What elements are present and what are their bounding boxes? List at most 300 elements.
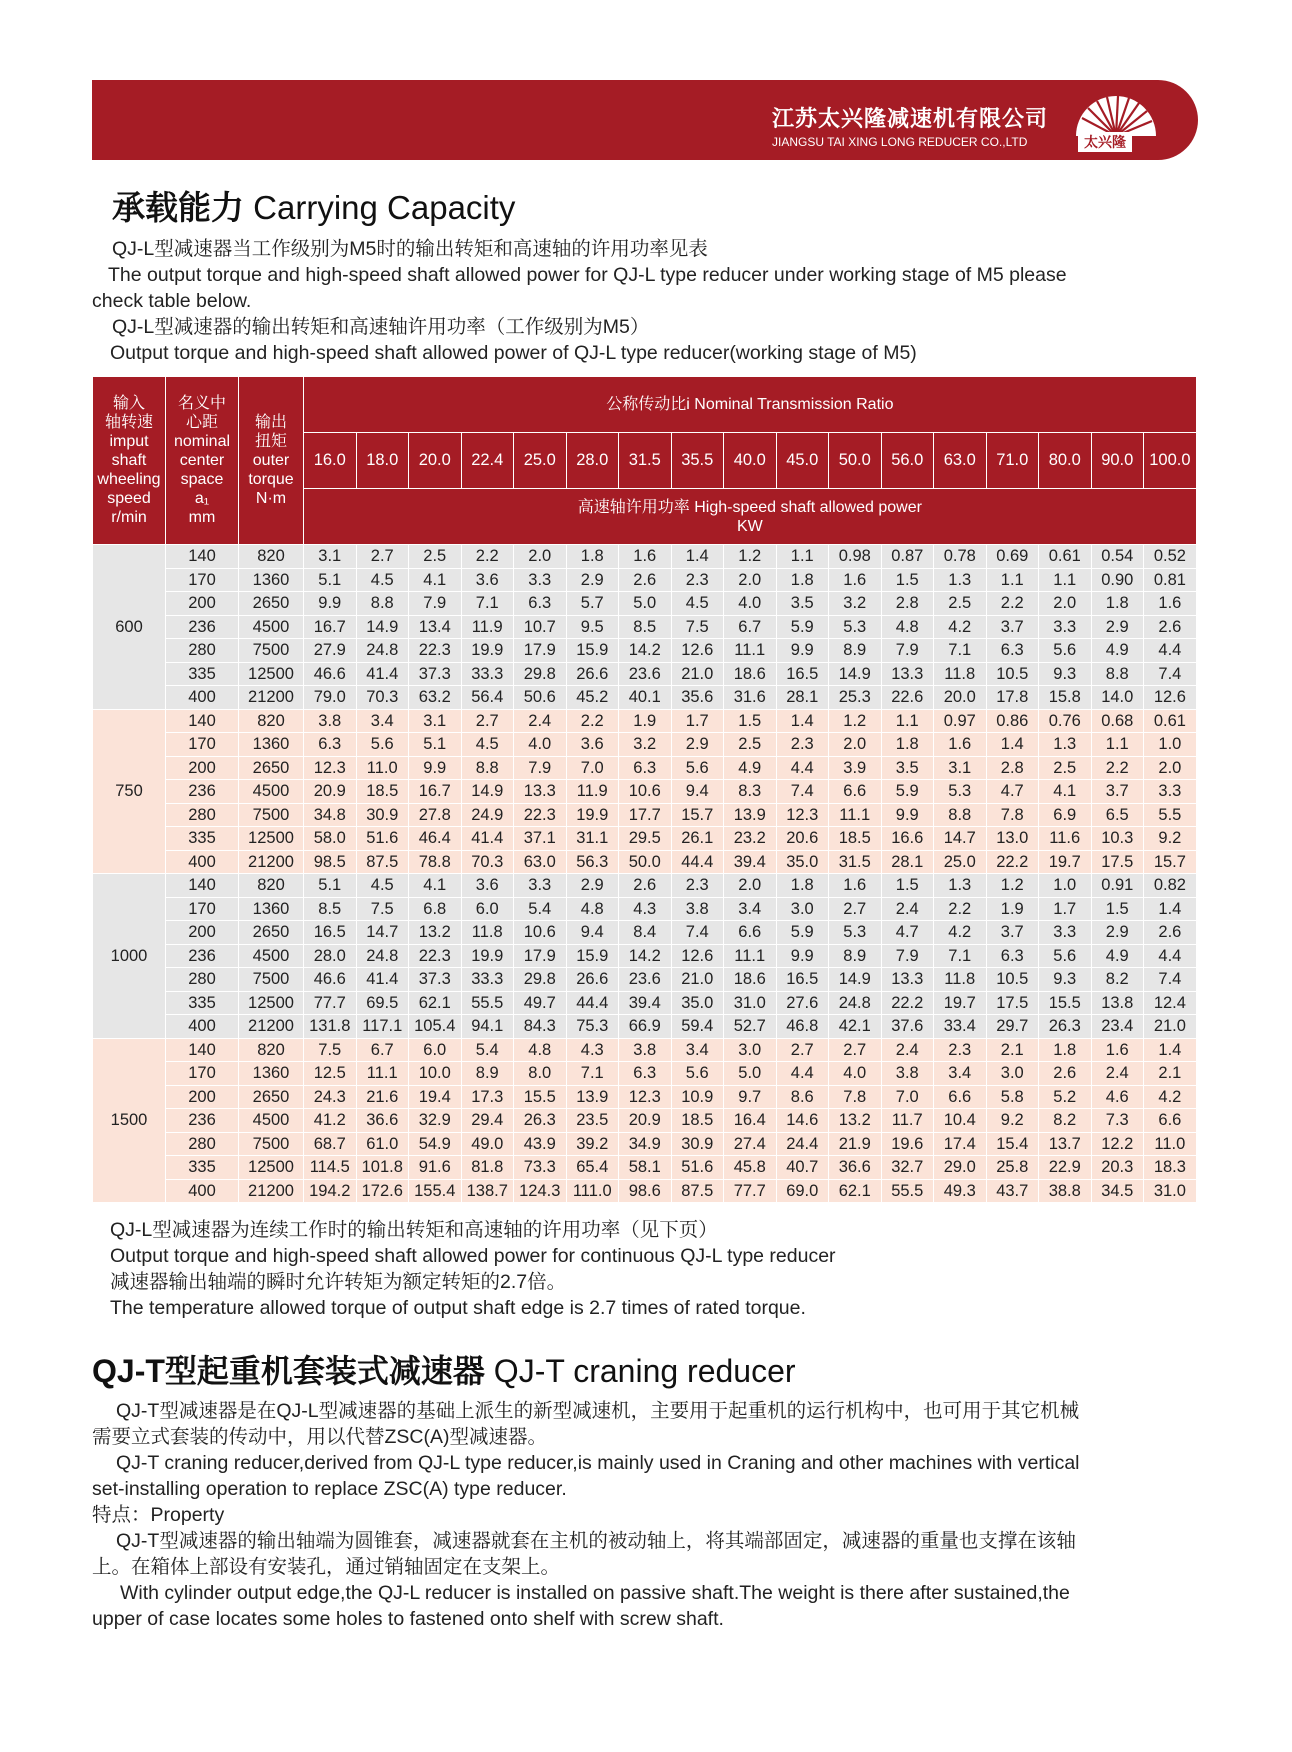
power-value-cell: 6.7	[356, 1038, 409, 1062]
power-value-cell: 4.9	[724, 756, 777, 780]
power-value-cell: 4.2	[1144, 1085, 1197, 1109]
power-value-cell: 6.3	[304, 733, 357, 757]
power-value-cell: 46.8	[776, 1015, 829, 1039]
power-value-cell: 1.1	[1039, 568, 1092, 592]
power-value-cell: 1.4	[671, 545, 724, 569]
header-input-speed-line: r/min	[111, 509, 147, 526]
power-value-cell: 8.0	[514, 1062, 567, 1086]
power-value-cell: 11.8	[934, 968, 987, 992]
power-value-cell: 105.4	[409, 1015, 462, 1039]
power-value-cell: 0.78	[934, 545, 987, 569]
output-torque-cell: 1360	[239, 568, 304, 592]
power-value-cell: 46.6	[304, 968, 357, 992]
note-1-cn: QJ-L型减速器为连续工作时的输出转矩和高速轴的许用功率（见下页）	[110, 1219, 718, 1241]
power-value-cell: 43.7	[986, 1179, 1039, 1203]
power-value-cell: 39.2	[566, 1132, 619, 1156]
power-value-cell: 24.3	[304, 1085, 357, 1109]
power-value-cell: 17.4	[934, 1132, 987, 1156]
output-torque-cell: 1360	[239, 1062, 304, 1086]
output-torque-cell: 12500	[239, 827, 304, 851]
table-row	[93, 615, 1197, 639]
power-value-cell: 31.0	[724, 991, 777, 1015]
power-value-cell: 45.2	[566, 686, 619, 710]
power-value-cell: 9.7	[724, 1085, 777, 1109]
power-value-cell: 18.6	[724, 968, 777, 992]
power-value-cell: 2.7	[829, 897, 882, 921]
power-value-cell: 20.9	[619, 1109, 672, 1133]
power-value-cell: 11.9	[566, 780, 619, 804]
power-value-cell: 5.0	[724, 1062, 777, 1086]
power-value-cell: 1.4	[986, 733, 1039, 757]
power-value-cell: 1.3	[934, 568, 987, 592]
table-row	[93, 1085, 1197, 1109]
power-value-cell: 4.0	[724, 592, 777, 616]
power-value-cell: 16.7	[304, 615, 357, 639]
table-row	[93, 1179, 1197, 1203]
header-output-torque-line: 扭矩	[254, 433, 287, 450]
power-value-cell: 4.7	[986, 780, 1039, 804]
power-value-cell: 31.0	[1144, 1179, 1197, 1203]
power-value-cell: 21.0	[1144, 1015, 1197, 1039]
power-value-cell: 2.9	[1091, 921, 1144, 945]
power-value-cell: 11.1	[356, 1062, 409, 1086]
ratio-header-cell: 80.0	[1039, 433, 1092, 489]
power-value-cell: 69.0	[776, 1179, 829, 1203]
power-value-cell: 41.4	[356, 662, 409, 686]
power-value-cell: 22.2	[881, 991, 934, 1015]
output-torque-cell: 1360	[239, 733, 304, 757]
power-value-cell: 155.4	[409, 1179, 462, 1203]
power-value-cell: 3.4	[356, 709, 409, 733]
power-value-cell: 35.0	[671, 991, 724, 1015]
power-value-cell: 44.4	[671, 850, 724, 874]
power-value-cell: 3.7	[1091, 780, 1144, 804]
power-value-cell: 1.4	[1144, 1038, 1197, 1062]
power-value-cell: 15.8	[1039, 686, 1092, 710]
power-value-cell: 4.0	[514, 733, 567, 757]
power-value-cell: 51.6	[671, 1156, 724, 1180]
header-center-distance-line: center	[179, 452, 225, 469]
output-torque-cell: 4500	[239, 615, 304, 639]
power-value-cell: 20.3	[1091, 1156, 1144, 1180]
power-value-cell: 63.2	[409, 686, 462, 710]
power-value-cell: 3.0	[724, 1038, 777, 1062]
power-value-cell: 5.6	[1039, 639, 1092, 663]
power-value-cell: 9.2	[1144, 827, 1197, 851]
table-row	[93, 568, 1197, 592]
power-value-cell: 8.5	[619, 615, 672, 639]
power-value-cell: 15.9	[566, 944, 619, 968]
power-value-cell: 13.0	[986, 827, 1039, 851]
power-value-cell: 13.3	[881, 968, 934, 992]
power-value-cell: 34.5	[1091, 1179, 1144, 1203]
power-value-cell: 9.9	[776, 944, 829, 968]
power-value-cell: 6.3	[619, 1062, 672, 1086]
power-value-cell: 27.8	[409, 803, 462, 827]
power-value-cell: 3.0	[986, 1062, 1039, 1086]
power-value-cell: 6.3	[986, 639, 1039, 663]
power-value-cell: 26.3	[514, 1109, 567, 1133]
power-value-cell: 2.0	[1039, 592, 1092, 616]
header-output-torque-line: outer	[252, 452, 290, 469]
power-value-cell: 1.1	[1091, 733, 1144, 757]
power-value-cell: 13.4	[409, 615, 462, 639]
table-row	[93, 733, 1197, 757]
power-value-cell: 2.3	[776, 733, 829, 757]
power-value-cell: 10.9	[671, 1085, 724, 1109]
power-value-cell: 98.5	[304, 850, 357, 874]
power-value-cell: 39.4	[619, 991, 672, 1015]
power-value-cell: 3.3	[1144, 780, 1197, 804]
power-value-cell: 1.6	[1144, 592, 1197, 616]
power-value-cell: 0.61	[1039, 545, 1092, 569]
power-value-cell: 131.8	[304, 1015, 357, 1039]
power-value-cell: 22.3	[514, 803, 567, 827]
capacity-table-wrapper	[92, 376, 1196, 1203]
company-logo	[1068, 88, 1164, 154]
header-center-distance	[166, 377, 239, 545]
power-value-cell: 21.0	[671, 662, 724, 686]
power-value-cell: 0.76	[1039, 709, 1092, 733]
power-value-cell: 2.9	[566, 568, 619, 592]
output-torque-cell: 7500	[239, 968, 304, 992]
table-row	[93, 709, 1197, 733]
ratio-header-cell: 56.0	[881, 433, 934, 489]
power-value-cell: 0.97	[934, 709, 987, 733]
power-value-cell: 6.9	[1039, 803, 1092, 827]
power-value-cell: 3.3	[1039, 615, 1092, 639]
center-distance-cell: 335	[166, 662, 239, 686]
power-value-cell: 1.6	[1091, 1038, 1144, 1062]
power-value-cell: 7.0	[881, 1085, 934, 1109]
power-value-cell: 70.3	[356, 686, 409, 710]
power-value-cell: 1.8	[881, 733, 934, 757]
power-value-cell: 11.8	[461, 921, 514, 945]
power-value-cell: 11.6	[1039, 827, 1092, 851]
power-value-cell: 27.4	[724, 1132, 777, 1156]
power-value-cell: 7.5	[356, 897, 409, 921]
power-value-cell: 58.1	[619, 1156, 672, 1180]
power-value-cell: 8.2	[1039, 1109, 1092, 1133]
power-value-cell: 54.9	[409, 1132, 462, 1156]
table-caption-cn: QJ-L型减速器的输出转矩和高速轴许用功率（工作级别为M5）	[112, 316, 650, 338]
power-value-cell: 2.9	[1091, 615, 1144, 639]
power-value-cell: 5.3	[829, 921, 882, 945]
power-value-cell: 55.5	[461, 991, 514, 1015]
header-banner	[92, 80, 1198, 160]
power-value-cell: 13.8	[1091, 991, 1144, 1015]
output-torque-cell: 820	[239, 1038, 304, 1062]
power-value-cell: 58.0	[304, 827, 357, 851]
power-value-cell: 46.4	[409, 827, 462, 851]
power-value-cell: 2.5	[724, 733, 777, 757]
center-distance-cell: 140	[166, 874, 239, 898]
center-distance-cell: 280	[166, 1132, 239, 1156]
power-value-cell: 1.2	[829, 709, 882, 733]
power-value-cell: 2.0	[1144, 756, 1197, 780]
center-distance-cell: 140	[166, 1038, 239, 1062]
power-value-cell: 5.0	[619, 592, 672, 616]
power-value-cell: 2.2	[461, 545, 514, 569]
power-value-cell: 39.4	[724, 850, 777, 874]
header-input-speed-line: imput	[109, 433, 149, 450]
power-value-cell: 3.4	[724, 897, 777, 921]
center-distance-cell: 236	[166, 1109, 239, 1133]
power-value-cell: 41.2	[304, 1109, 357, 1133]
power-value-cell: 8.8	[1091, 662, 1144, 686]
note-2-en: The temperature allowed torque of output shaft edge is 2.7 times of rated torque.	[110, 1297, 806, 1319]
power-value-cell: 2.4	[1091, 1062, 1144, 1086]
power-value-cell: 70.3	[461, 850, 514, 874]
power-value-cell: 7.9	[514, 756, 567, 780]
power-value-cell: 9.9	[881, 803, 934, 827]
power-value-cell: 26.6	[566, 662, 619, 686]
power-value-cell: 2.1	[986, 1038, 1039, 1062]
power-value-cell: 56.3	[566, 850, 619, 874]
power-value-cell: 2.8	[986, 756, 1039, 780]
power-value-cell: 65.4	[566, 1156, 619, 1180]
power-value-cell: 2.0	[829, 733, 882, 757]
power-value-cell: 25.3	[829, 686, 882, 710]
ratio-header-cell: 28.0	[566, 433, 619, 489]
output-torque-cell: 2650	[239, 592, 304, 616]
power-value-cell: 4.1	[409, 874, 462, 898]
power-value-cell: 23.2	[724, 827, 777, 851]
output-torque-cell: 820	[239, 709, 304, 733]
power-value-cell: 17.9	[514, 639, 567, 663]
output-torque-cell: 4500	[239, 944, 304, 968]
company-name	[772, 102, 1048, 149]
power-value-cell: 20.9	[304, 780, 357, 804]
power-value-cell: 4.6	[1091, 1085, 1144, 1109]
power-value-cell: 25.8	[986, 1156, 1039, 1180]
section2-title	[92, 1346, 796, 1392]
power-value-cell: 4.8	[514, 1038, 567, 1062]
power-value-cell: 3.4	[671, 1038, 724, 1062]
power-value-cell: 2.2	[1091, 756, 1144, 780]
power-value-cell: 138.7	[461, 1179, 514, 1203]
table-row	[93, 968, 1197, 992]
ratio-header-cell: 18.0	[356, 433, 409, 489]
power-value-cell: 0.87	[881, 545, 934, 569]
power-value-cell: 0.91	[1091, 874, 1144, 898]
power-value-cell: 0.82	[1144, 874, 1197, 898]
note-2-cn: 减速器输出轴端的瞬时允许转矩为额定转矩的2.7倍。	[110, 1271, 567, 1293]
power-value-cell: 1.3	[1039, 733, 1092, 757]
power-value-cell: 6.6	[829, 780, 882, 804]
power-value-cell: 114.5	[304, 1156, 357, 1180]
output-torque-cell: 21200	[239, 850, 304, 874]
power-value-cell: 77.7	[304, 991, 357, 1015]
power-value-cell: 10.0	[409, 1062, 462, 1086]
power-value-cell: 24.8	[356, 639, 409, 663]
power-value-cell: 9.3	[1039, 662, 1092, 686]
ratio-header-cell: 16.0	[304, 433, 357, 489]
power-value-cell: 1.4	[776, 709, 829, 733]
power-value-cell: 8.3	[724, 780, 777, 804]
center-distance-cell: 335	[166, 1156, 239, 1180]
power-value-cell: 7.1	[934, 944, 987, 968]
power-value-cell: 12.4	[1144, 991, 1197, 1015]
power-value-cell: 10.5	[986, 662, 1039, 686]
output-torque-cell: 7500	[239, 803, 304, 827]
power-value-cell: 13.2	[829, 1109, 882, 1133]
power-value-cell: 18.6	[724, 662, 777, 686]
capacity-table	[92, 376, 1197, 1203]
power-value-cell: 1.3	[934, 874, 987, 898]
para1-en-1: QJ-T craning reducer,derived from QJ-L type reducer,is mainly used in Craning and other machines with vertical	[116, 1452, 1080, 1474]
power-value-cell: 7.3	[1091, 1109, 1144, 1133]
power-value-cell: 3.1	[934, 756, 987, 780]
intro-en-2: check table below.	[92, 290, 252, 312]
power-value-cell: 19.6	[881, 1132, 934, 1156]
power-value-cell: 5.7	[566, 592, 619, 616]
power-value-cell: 3.3	[514, 874, 567, 898]
table-row	[93, 850, 1197, 874]
power-value-cell: 8.8	[461, 756, 514, 780]
power-value-cell: 1.5	[881, 874, 934, 898]
power-value-cell: 2.9	[566, 874, 619, 898]
power-value-cell: 14.9	[829, 968, 882, 992]
intro-en-1: The output torque and high-speed shaft allowed power for QJ-L type reducer under working stage of M5 please	[108, 264, 1067, 286]
power-value-cell: 1.6	[934, 733, 987, 757]
power-value-cell: 5.8	[986, 1085, 1039, 1109]
center-distance-cell: 200	[166, 592, 239, 616]
power-value-cell: 8.6	[776, 1085, 829, 1109]
power-value-cell: 2.8	[881, 592, 934, 616]
output-torque-cell: 2650	[239, 756, 304, 780]
power-value-cell: 78.8	[409, 850, 462, 874]
ratio-header-cell: 45.0	[776, 433, 829, 489]
power-value-cell: 66.9	[619, 1015, 672, 1039]
center-distance-cell: 200	[166, 1085, 239, 1109]
power-value-cell: 94.1	[461, 1015, 514, 1039]
ratio-header-cell: 100.0	[1144, 433, 1197, 489]
output-torque-cell: 820	[239, 545, 304, 569]
power-value-cell: 23.6	[619, 968, 672, 992]
power-value-cell: 16.4	[724, 1109, 777, 1133]
power-value-cell: 5.4	[461, 1038, 514, 1062]
power-value-cell: 23.6	[619, 662, 672, 686]
power-value-cell: 4.5	[356, 874, 409, 898]
power-value-cell: 8.8	[356, 592, 409, 616]
power-value-cell: 16.5	[776, 662, 829, 686]
power-value-cell: 1.8	[776, 568, 829, 592]
power-value-cell: 4.4	[776, 1062, 829, 1086]
table-row	[93, 827, 1197, 851]
power-value-cell: 68.7	[304, 1132, 357, 1156]
note-1-en: Output torque and high-speed shaft allowed power for continuous QJ-L type reducer	[110, 1245, 836, 1267]
power-value-cell: 5.3	[829, 615, 882, 639]
power-value-cell: 3.2	[619, 733, 672, 757]
output-torque-cell: 21200	[239, 686, 304, 710]
power-value-cell: 2.3	[934, 1038, 987, 1062]
power-value-cell: 30.9	[671, 1132, 724, 1156]
power-value-cell: 2.4	[881, 897, 934, 921]
ratio-header-cell: 90.0	[1091, 433, 1144, 489]
power-value-cell: 14.0	[1091, 686, 1144, 710]
output-torque-cell: 21200	[239, 1179, 304, 1203]
power-value-cell: 12.3	[619, 1085, 672, 1109]
power-value-cell: 3.8	[304, 709, 357, 733]
power-value-cell: 0.61	[1144, 709, 1197, 733]
power-value-cell: 52.7	[724, 1015, 777, 1039]
output-torque-cell: 12500	[239, 1156, 304, 1180]
ratio-header-cell: 31.5	[619, 433, 672, 489]
power-value-cell: 8.5	[304, 897, 357, 921]
power-value-cell: 1.8	[566, 545, 619, 569]
power-value-cell: 22.6	[881, 686, 934, 710]
power-value-cell: 28.1	[881, 850, 934, 874]
power-value-cell: 5.3	[934, 780, 987, 804]
table-row	[93, 1156, 1197, 1180]
power-value-cell: 44.4	[566, 991, 619, 1015]
center-distance-cell: 140	[166, 545, 239, 569]
power-value-cell: 13.7	[1039, 1132, 1092, 1156]
power-value-cell: 6.0	[461, 897, 514, 921]
power-value-cell: 15.7	[671, 803, 724, 827]
power-value-cell: 3.5	[776, 592, 829, 616]
power-value-cell: 3.8	[619, 1038, 672, 1062]
power-value-cell: 13.3	[881, 662, 934, 686]
power-value-cell: 41.4	[461, 827, 514, 851]
header-center-distance-line: a₁	[194, 490, 210, 507]
power-value-cell: 5.1	[304, 874, 357, 898]
power-value-cell: 5.9	[881, 780, 934, 804]
power-value-cell: 19.9	[566, 803, 619, 827]
power-value-cell: 15.9	[566, 639, 619, 663]
power-value-cell: 17.9	[514, 944, 567, 968]
table-row	[93, 944, 1197, 968]
header-center-distance-line: nominal	[173, 433, 231, 450]
power-value-cell: 18.5	[356, 780, 409, 804]
output-torque-cell: 4500	[239, 780, 304, 804]
power-value-cell: 1.5	[1091, 897, 1144, 921]
table-row	[93, 803, 1197, 827]
power-value-cell: 2.7	[356, 545, 409, 569]
header-center-distance-line: space	[180, 471, 224, 488]
header-power	[304, 489, 1197, 545]
para1-cn-1: QJ-T型减速器是在QJ-L型减速器的基础上派生的新型减速机，主要用于起重机的运行机构中，也可用于其它机械	[116, 1400, 1080, 1422]
section2-title-cn: QJ-T型起重机套装式减速器	[92, 1353, 485, 1389]
power-value-cell: 40.7	[776, 1156, 829, 1180]
power-value-cell: 33.3	[461, 662, 514, 686]
power-value-cell: 7.1	[566, 1062, 619, 1086]
power-value-cell: 50.6	[514, 686, 567, 710]
center-distance-cell: 200	[166, 921, 239, 945]
power-value-cell: 19.7	[934, 991, 987, 1015]
power-value-cell: 19.4	[409, 1085, 462, 1109]
power-value-cell: 29.8	[514, 968, 567, 992]
power-value-cell: 37.6	[881, 1015, 934, 1039]
power-value-cell: 4.3	[619, 897, 672, 921]
header-output-torque-line: torque	[248, 471, 294, 488]
power-value-cell: 49.0	[461, 1132, 514, 1156]
power-value-cell: 14.2	[619, 944, 672, 968]
logo-text: 太兴隆	[1078, 132, 1132, 152]
center-distance-cell: 400	[166, 686, 239, 710]
power-value-cell: 59.4	[671, 1015, 724, 1039]
power-value-cell: 2.5	[409, 545, 462, 569]
power-value-cell: 1.6	[829, 568, 882, 592]
power-value-cell: 101.8	[356, 1156, 409, 1180]
header-output-torque-line: N·m	[255, 490, 287, 507]
power-value-cell: 0.68	[1091, 709, 1144, 733]
power-value-cell: 17.5	[1091, 850, 1144, 874]
power-value-cell: 87.5	[356, 850, 409, 874]
power-value-cell: 7.8	[829, 1085, 882, 1109]
power-value-cell: 3.8	[671, 897, 724, 921]
